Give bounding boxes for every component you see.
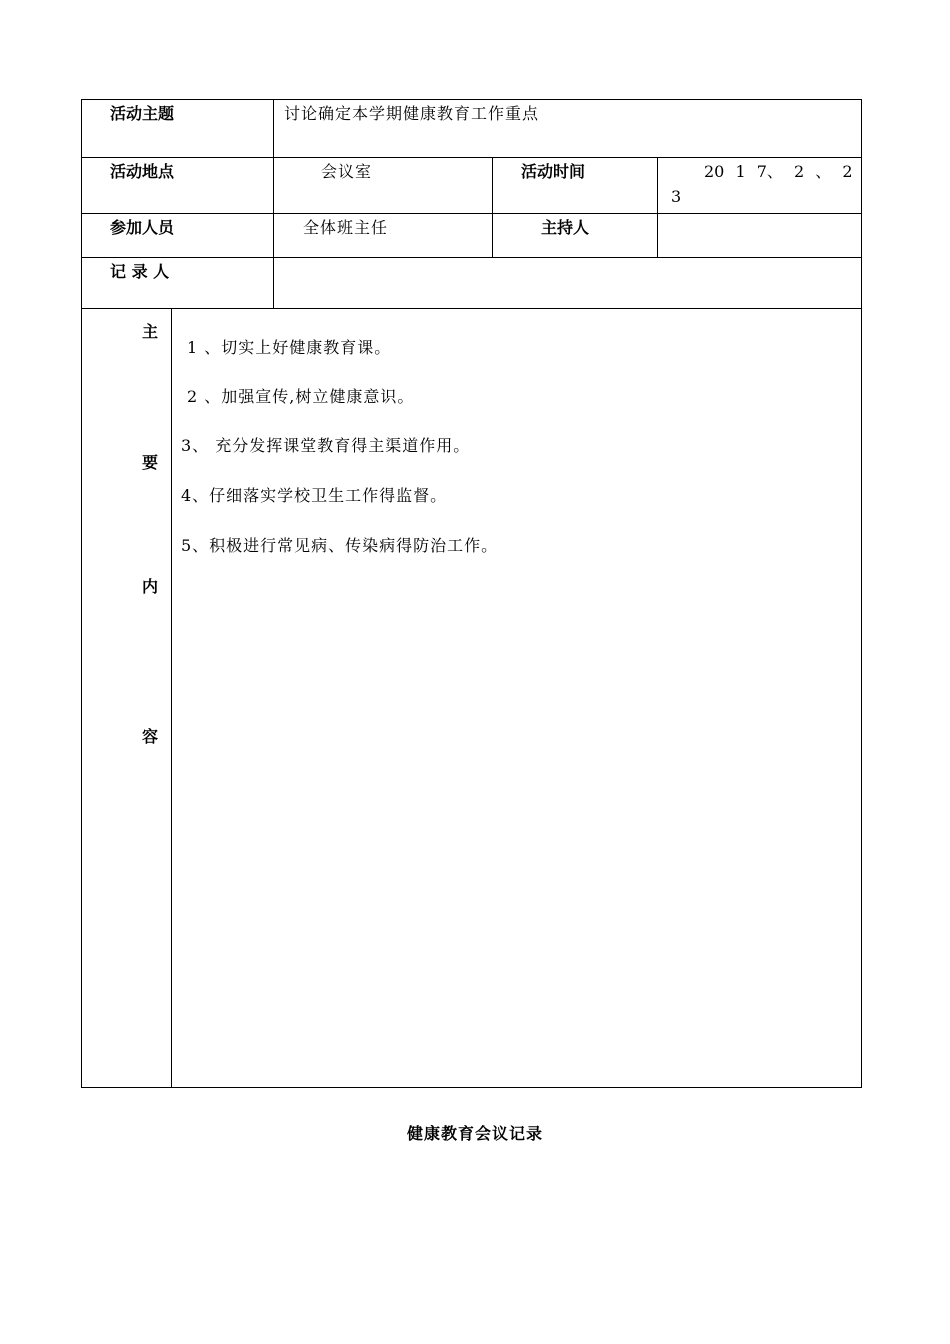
- activity-location-label: 活动地点: [110, 162, 175, 181]
- row-divider-4: [81, 308, 862, 309]
- table-border-bottom: [81, 1087, 862, 1088]
- activity-topic-label: 活动主题: [110, 104, 175, 123]
- activity-time-value-line2: 3: [671, 187, 682, 206]
- table-border-top: [81, 99, 862, 100]
- content-item-5: 5、积极进行常见病、传染病得防治工作。: [181, 536, 499, 555]
- main-content-side-label-char-4: 容: [142, 727, 159, 746]
- content-item-4: 4、仔细落实学校卫生工作得监督。: [181, 486, 448, 505]
- col-divider-right: [657, 157, 658, 258]
- participants-label: 参加人员: [110, 218, 175, 237]
- main-content-side-label-char-2: 要: [142, 453, 159, 472]
- activity-time-value-line1: 20 1 7、 2 、 2: [704, 162, 853, 181]
- col-divider-mid: [492, 157, 493, 258]
- content-item-2: 2 、加强宣传,树立健康意识。: [187, 387, 415, 406]
- recorder-label: 记 录 人: [110, 262, 170, 281]
- participants-value: 全体班主任: [303, 218, 389, 237]
- activity-topic-value: 讨论确定本学期健康教育工作重点: [284, 104, 540, 123]
- row-divider-2: [81, 213, 862, 214]
- document-title: 健康教育会议记录: [406, 1124, 543, 1143]
- content-item-1: 1 、切实上好健康教育课。: [187, 338, 392, 357]
- activity-time-label: 活动时间: [521, 162, 586, 181]
- row-divider-3: [81, 257, 862, 258]
- main-content-side-label-char-3: 内: [142, 577, 159, 596]
- table-border-right: [861, 99, 862, 1088]
- host-label: 主持人: [541, 218, 590, 237]
- content-side-divider: [171, 308, 172, 1088]
- table-border-left: [81, 99, 82, 1088]
- row-divider-1: [81, 157, 862, 158]
- label-column-divider: [273, 99, 274, 309]
- activity-location-value: 会议室: [321, 162, 373, 181]
- content-item-3: 3、 充分发挥课堂教育得主渠道作用。: [181, 436, 471, 455]
- main-content-side-label-char-1: 主: [142, 322, 159, 341]
